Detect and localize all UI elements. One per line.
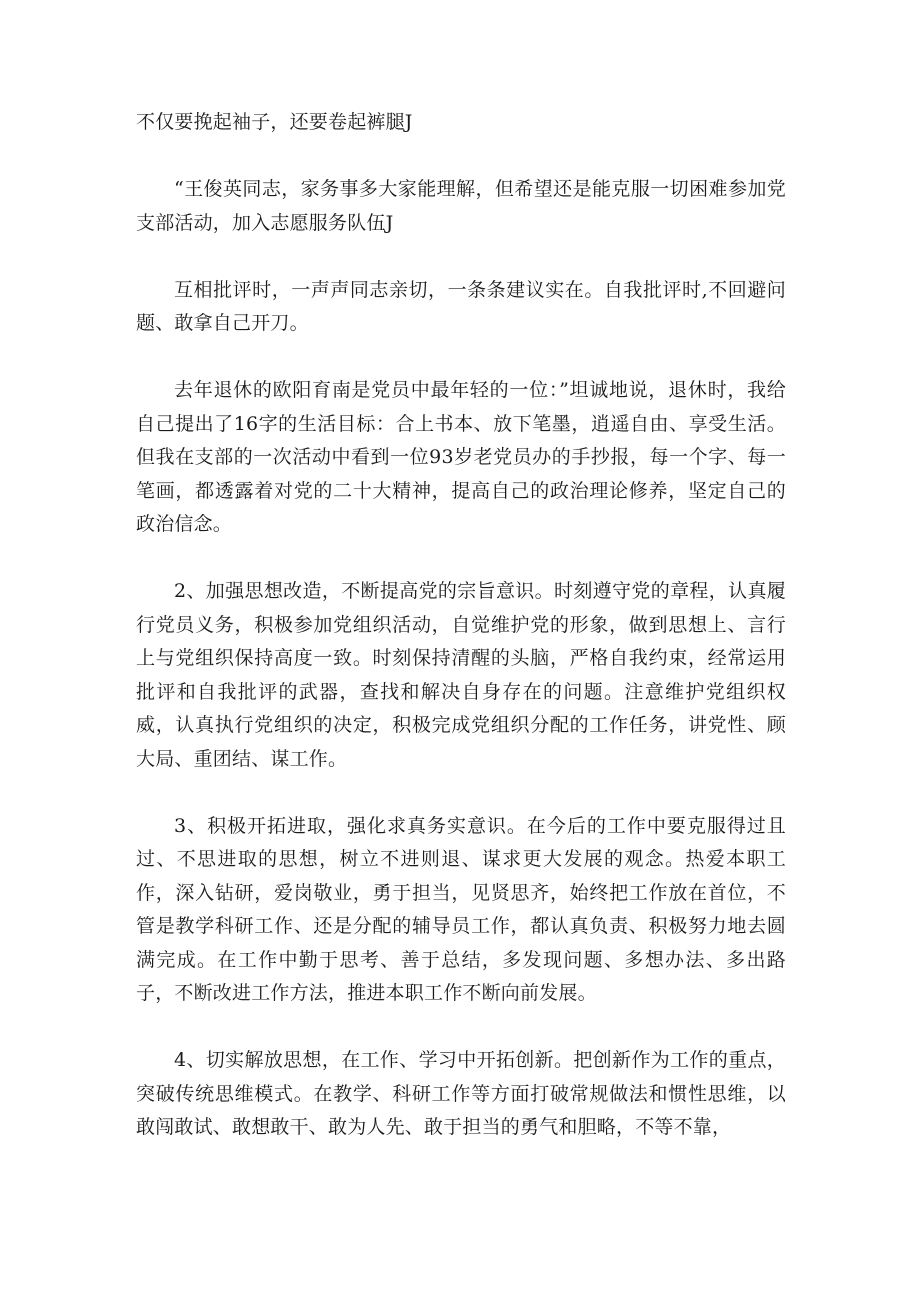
paragraph-5: 2、加强思想改造，不断提高党的宗旨意识。时刻遵守党的章程，认真履行党员义务，积极参加党组织活动，自觉维护党的形象，做到思想上、言行上与党组织保持高度一致。时刻保持清醒的头脑，严格自我约束，经常运用批评和自我批评的武器，查找和解决自身存在的问题。注意维护党组织权威，认真执行党组织的决定，积极完成党组织分配的工作任务，讲党性、顾大局、重团结、谋工作。	[136, 580, 786, 770]
paragraph-6: 3、积极开拓进取，强化求真务实意识。在今后的工作中要克服得过且过、不思进取的思想，树立不进则退、谋求更大发展的观念。热爱本职工作，深入钻研，爱岗敬业，勇于担当，见贤思齐，始终把工作放在首位，不管是教学科研工作、还是分配的辅导员工作，都认真负责、积极努力地去圆满完成。在工作中勤于思考、善于总结，多发现问题、多想办法、多出路子，不断改进工作方法，推进本职工作不断向前发展。	[136, 814, 786, 1004]
paragraph-2: “王俊英同志，家务事多大家能理解，但希望还是能克服一切困难参加党支部活动，加入志愿服务队伍J	[136, 178, 786, 234]
paragraph-1: 不仅要挽起袖子，还要卷起裤腿J	[136, 111, 413, 133]
document-body	[136, 106, 786, 1178]
paragraph-4: 去年退休的欧阳育南是党员中最年轻的一位：”坦诚地说，退休时，我给自己提出了16字的生活目标：合上书本、放下笔墨，逍遥自由、享受生活。但我在支部的一次活动中看到一位93岁老党员办的手抄报，每一个字、每一笔画，都透露着对党的二十大精神，提高自己的政治理论修养，坚定自己的政治信念。	[136, 379, 786, 535]
paragraph-3: 互相批评时，一声声同志亲切，一条条建议实在。自我批评时,不回避问题、敢拿自己开刀。	[136, 278, 786, 334]
paragraph-7: 4、切实解放思想，在工作、学习中开拓创新。把创新作为工作的重点，突破传统思维模式。在教学、科研工作等方面打破常规做法和惯性思维，以敢闯敢试、敢想敢干、敢为人先、敢于担当的勇气和胆略，不等不靠，	[136, 1049, 786, 1138]
